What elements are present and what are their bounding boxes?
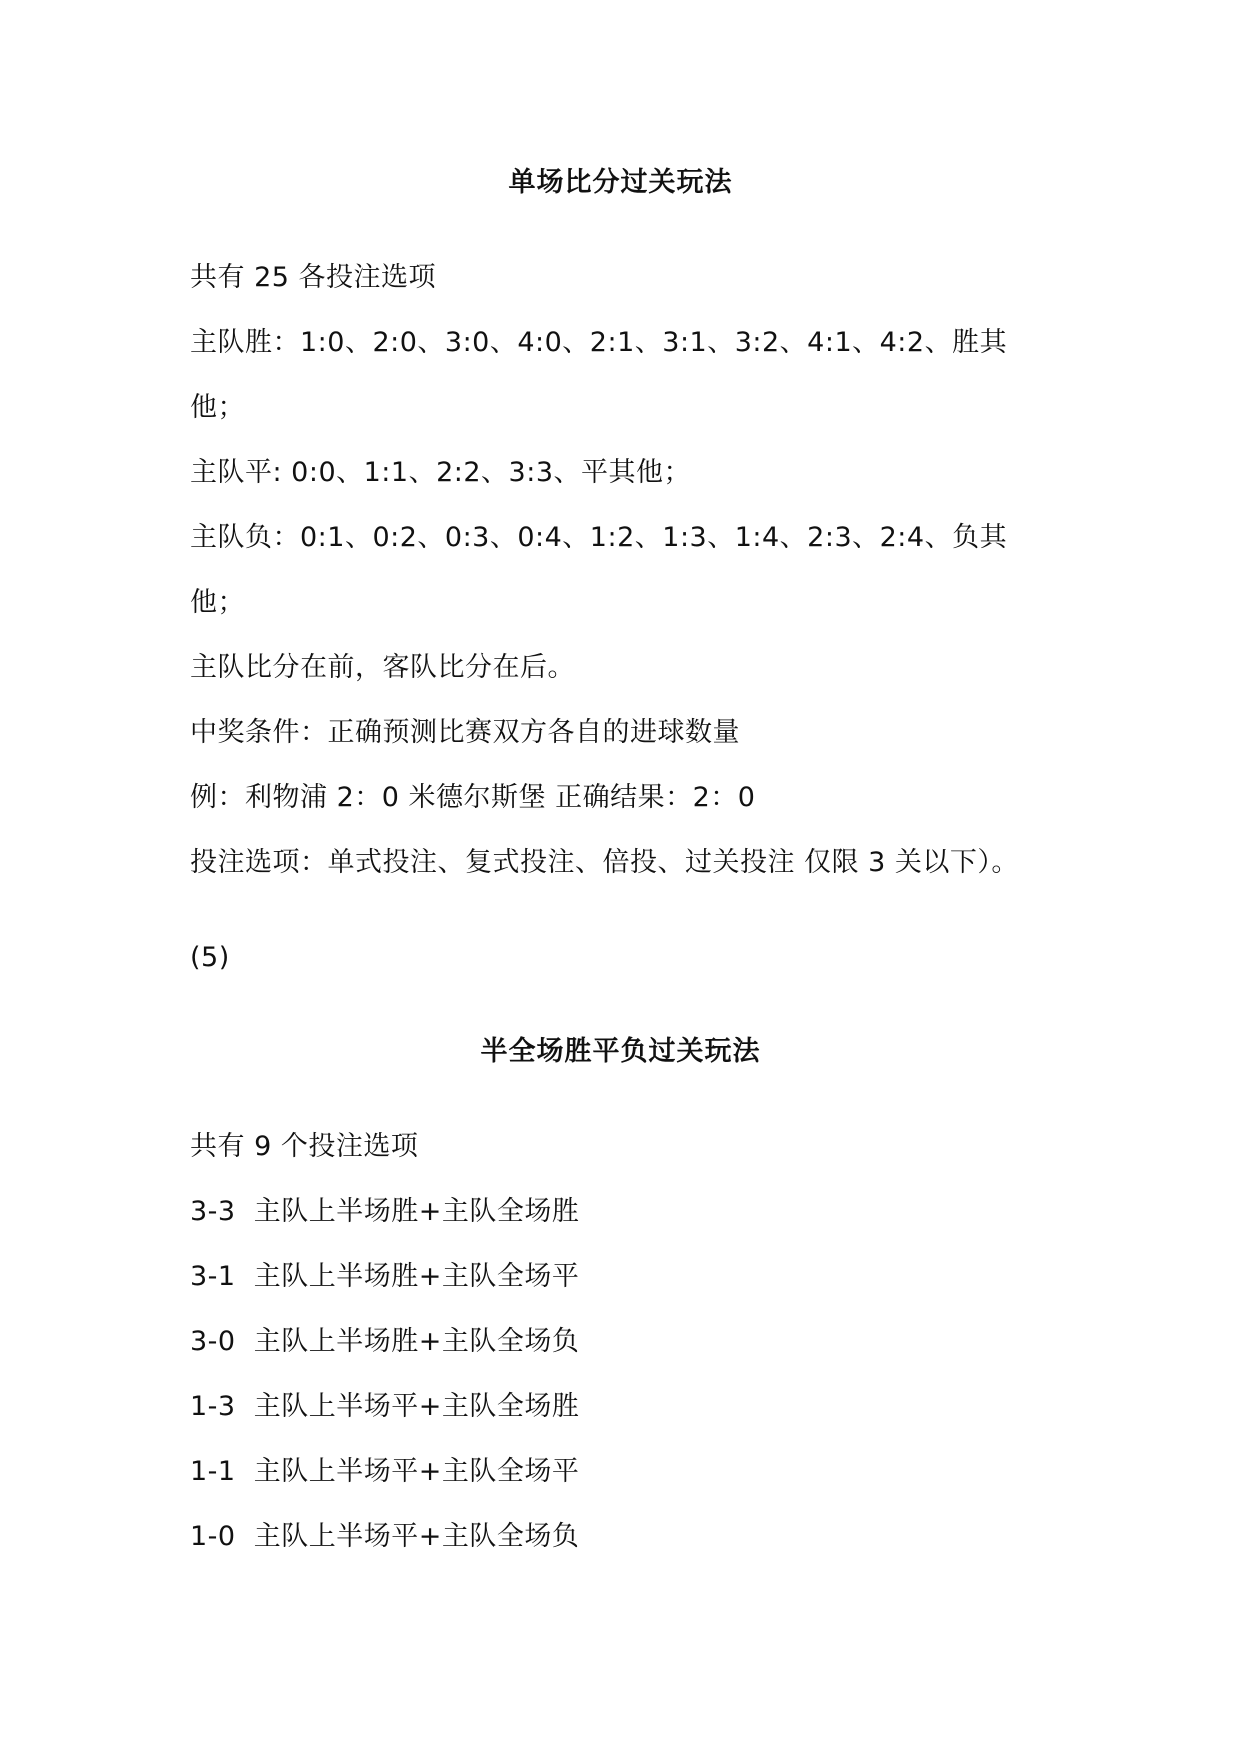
option-description: 主队上半场平+主队全场胜 — [253, 1391, 580, 1422]
paragraph-line: 投注选项：单式投注、复式投注、倍投、过关投注 仅限 3 关以下）。 — [190, 847, 1019, 878]
section-number: (5) — [190, 942, 230, 973]
option-line — [190, 1196, 579, 1228]
option-code: 1-1 — [190, 1456, 236, 1487]
option-description: 主队上半场胜+主队全场负 — [253, 1326, 580, 1357]
paragraph-line: 主队负：0:1、0:2、0:3、0:4、1:2、1:3、1:4、2:3、2:4、负其 — [190, 522, 1008, 553]
option-line — [190, 1456, 579, 1488]
option-code: 1-0 — [190, 1521, 236, 1552]
paragraph-line: 主队比分在前，客队比分在后。 — [190, 652, 575, 683]
section-title-correct-score: 单场比分过关玩法 — [508, 167, 733, 198]
paragraph-line: 主队胜：1:0、2:0、3:0、4:0、2:1、3:1、3:2、4:1、4:2、胜其 — [190, 327, 1008, 358]
paragraph-line: 例：利物浦 2：0 米德尔斯堡 正确结果：2：0 — [190, 782, 756, 813]
section-title-halftime-fulltime: 半全场胜平负过关玩法 — [480, 1036, 761, 1067]
option-code: 3-3 — [190, 1196, 236, 1227]
option-code: 3-0 — [190, 1326, 236, 1357]
paragraph-line: 他； — [190, 587, 245, 618]
option-description: 主队上半场胜+主队全场胜 — [253, 1196, 580, 1227]
option-line — [190, 1261, 579, 1293]
paragraph-line: 中奖条件：正确预测比赛双方各自的进球数量 — [190, 717, 740, 748]
option-description: 主队上半场平+主队全场负 — [253, 1521, 580, 1552]
paragraph-line: 共有 9 个投注选项 — [190, 1131, 419, 1162]
option-line — [190, 1326, 579, 1358]
option-line — [190, 1521, 579, 1553]
option-code: 1-3 — [190, 1391, 236, 1422]
paragraph-line: 主队平: 0:0、1:1、2:2、3:3、平其他； — [190, 457, 691, 488]
option-line — [190, 1391, 579, 1423]
option-description: 主队上半场胜+主队全场平 — [253, 1261, 580, 1292]
option-description: 主队上半场平+主队全场平 — [253, 1456, 580, 1487]
option-code: 3-1 — [190, 1261, 236, 1292]
paragraph-line: 共有 25 各投注选项 — [190, 262, 437, 293]
paragraph-line: 他； — [190, 392, 245, 423]
